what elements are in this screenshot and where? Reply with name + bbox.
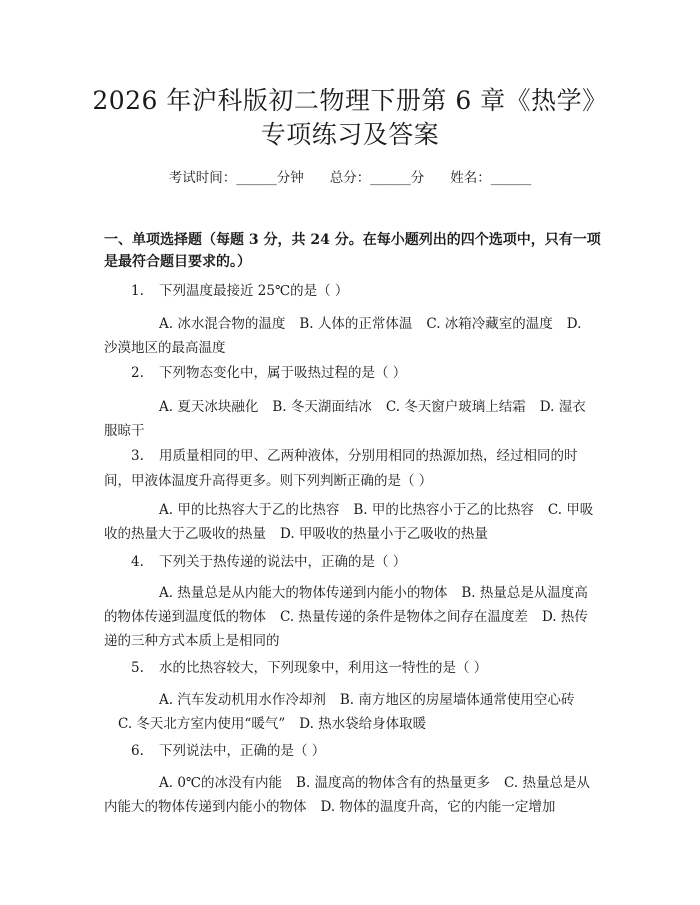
option-c: C. 冬天窗户玻璃上结霜	[385, 399, 526, 415]
option-b: B. 人体的正常体温	[299, 316, 413, 332]
total-score-field: 总分：______分	[329, 170, 425, 186]
page-title-line2: 专项练习及答案	[260, 120, 440, 149]
question-stem: 用质量相同的甲、乙两种液体，分别用相同的热源加热，经过相同的时间，甲液体温度升高得更多。则下列判断正确的是（ ）	[104, 448, 578, 489]
question-1	[104, 279, 599, 304]
question-number: 3.	[131, 448, 144, 464]
option-c: C. 甲吸收的热量大于乙吸收的热量	[104, 502, 594, 542]
question-number: 1.	[131, 283, 144, 299]
student-name-field: 姓名：______	[450, 170, 532, 186]
option-b: B. 甲的比热容小于乙的比热容	[353, 502, 534, 518]
question-3	[104, 444, 599, 494]
question-2	[104, 361, 599, 386]
question-stem: 下列关于热传递的说法中，正确的是（ ）	[159, 554, 407, 570]
exam-time-field: 考试时间：______分钟	[168, 170, 304, 186]
question-6	[104, 739, 599, 764]
option-c: C. 冰箱冷藏室的温度	[426, 316, 553, 332]
page-title-line1: 2026 年沪科版初二物理下册第 6 章《热学》	[92, 86, 608, 115]
question-stem: 水的比热容较大，下列现象中，利用这一特性的是（ ）	[159, 660, 488, 676]
question-stem: 下列温度最接近 25℃的是（ ）	[159, 283, 349, 299]
option-d: D. 沙漠地区的最高温度	[104, 316, 582, 356]
option-a: A. 甲的比热容大于乙的比热容	[159, 502, 340, 518]
section-heading: 一、单项选择题（每题 3 分，共 24 分。在每小题列出的四个选项中，只有一项是最符合题目要求的。）	[104, 232, 601, 270]
question-number: 6.	[131, 743, 144, 759]
option-d: D. 甲吸收的热量小于乙吸收的热量	[280, 526, 488, 542]
option-b: B. 温度高的物体含有的热量更多	[296, 775, 491, 791]
question-number: 2.	[131, 365, 144, 381]
option-d: D. 物体的温度升高，它的内能一定增加	[320, 799, 556, 815]
option-b: B. 南方地区的房屋墙体通常使用空心砖	[339, 692, 575, 708]
question-5-options	[104, 688, 599, 736]
question-number: 4.	[131, 554, 144, 570]
option-c: C. 热量传递的条件是物体之间存在温度差	[280, 609, 528, 625]
option-d: D. 湿衣服晾干	[104, 399, 586, 439]
question-number: 5.	[131, 660, 144, 676]
question-5	[104, 656, 599, 681]
option-a: A. 汽车发动机用水作冷却剂	[159, 692, 326, 708]
option-a: A. 0℃的冰没有内能	[159, 775, 283, 791]
option-d: D. 热传递的三种方式本质上是相同的	[104, 609, 588, 649]
question-3-options	[104, 498, 599, 546]
exam-info-row	[0, 168, 700, 188]
option-d: D. 热水袋给身体取暖	[299, 716, 427, 732]
question-6-options	[104, 771, 599, 819]
question-2-options	[104, 395, 599, 443]
option-a: A. 夏天冰块融化	[159, 399, 259, 415]
question-stem: 下列说法中，正确的是（ ）	[159, 743, 326, 759]
option-a: A. 热量总是从内能大的物体传递到内能小的物体	[159, 585, 448, 601]
option-c: C. 热量总是从内能大的物体传递到内能小的物体	[104, 775, 590, 815]
question-stem: 下列物态变化中，属于吸热过程的是（ ）	[159, 365, 407, 381]
question-4	[104, 550, 599, 575]
question-4-options	[104, 581, 599, 653]
option-a: A. 冰水混合物的温度	[159, 316, 286, 332]
option-b: B. 冬天湖面结冰	[272, 399, 372, 415]
option-c: C. 冬天北方室内使用“暖气”	[118, 716, 286, 732]
option-b: B. 热量总是从温度高的物体传递到温度低的物体	[104, 585, 588, 625]
question-1-options	[104, 312, 599, 360]
